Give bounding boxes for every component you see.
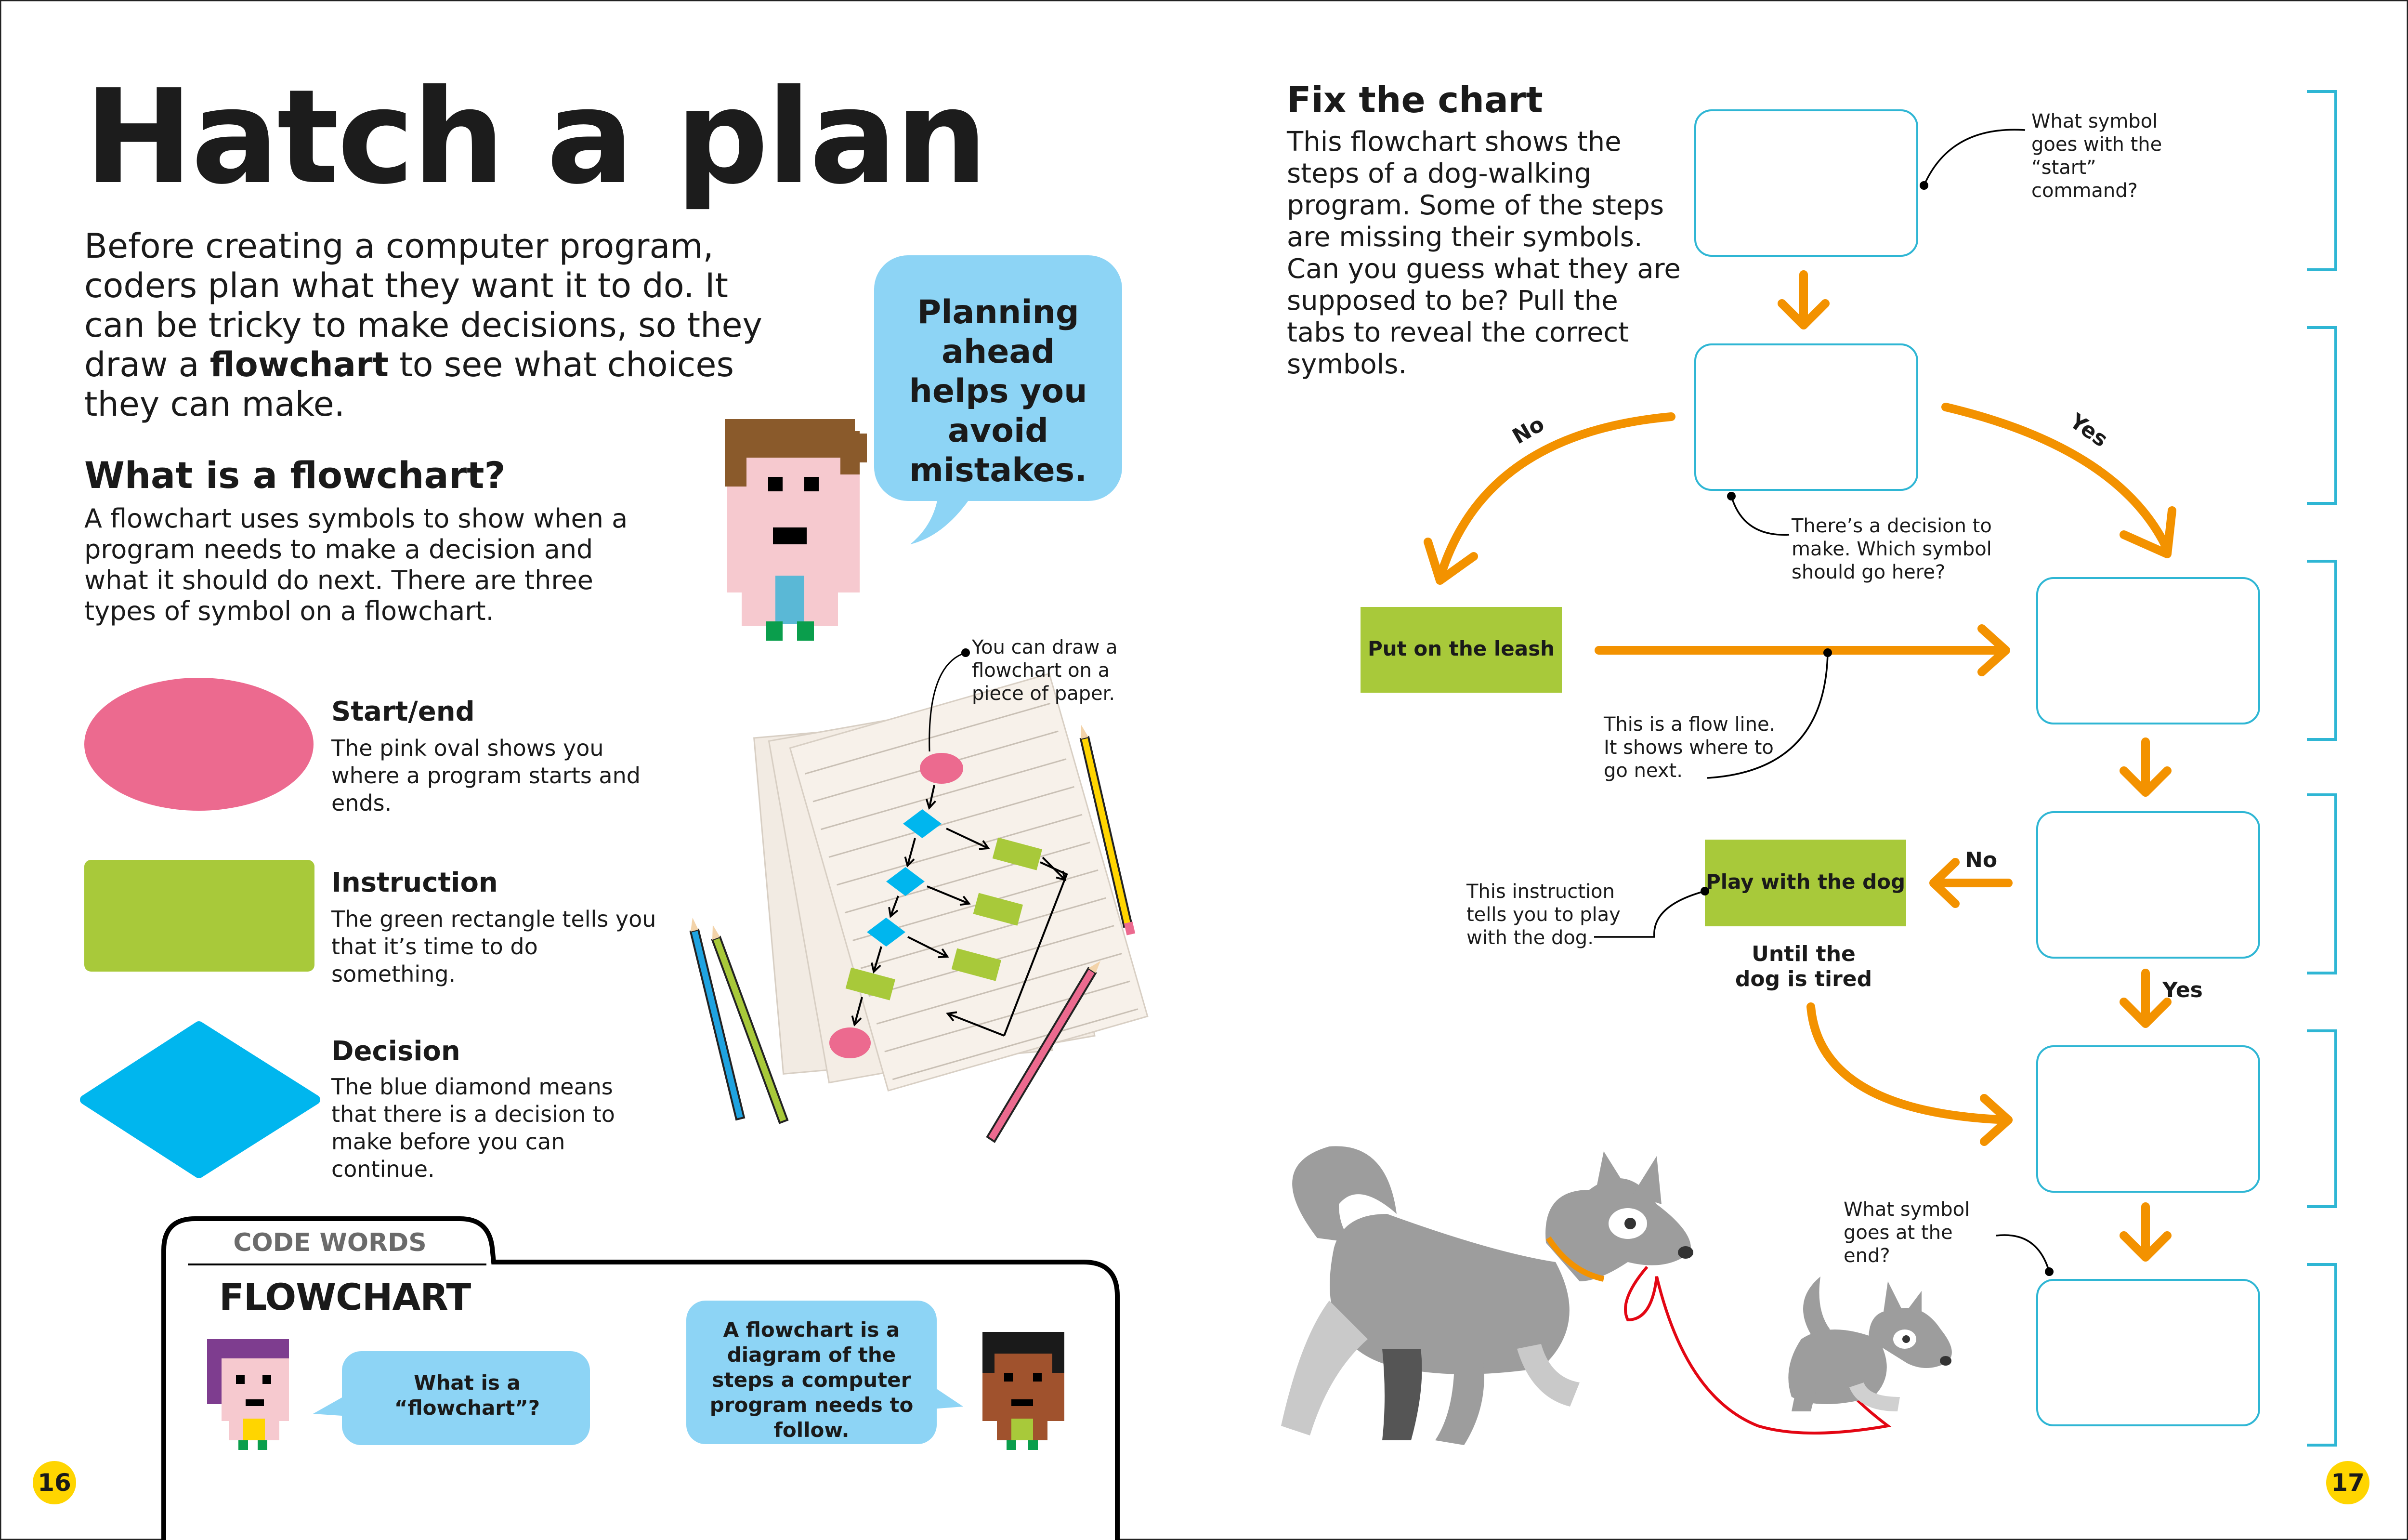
- page-number-right: 17: [2326, 1461, 2369, 1504]
- put-on-leash-label: Put on the leash: [1368, 637, 1555, 660]
- intro-text-before: Before creating a computer program, coders plan what they want it to do. It can be tricky to make decisions, so they draw a: [84, 226, 762, 384]
- intro-paragraph: [84, 226, 792, 424]
- pull-tab-1[interactable]: [2307, 92, 2336, 270]
- symbol-title-decision: Decision: [331, 1036, 460, 1067]
- annotation-decision: There’s a decision to make. Which symbol should go here?: [1792, 515, 1992, 583]
- speech-bubble-text: Planning ahead helps you avoid mistakes.: [909, 293, 1087, 489]
- start-end-oval-symbol: [84, 678, 314, 811]
- no-label-2: No: [1965, 848, 1998, 872]
- small-dog-illustration: [1788, 1277, 1952, 1411]
- pull-tab-5[interactable]: [2307, 1031, 2336, 1207]
- fix-chart-body: This flowchart shows the steps of a dog-walking program. Some of the steps are missing their symbols. Can you guess what they are supposed to be? Pull the tabs to reveal the correct symbols.: [1287, 126, 1681, 380]
- symbol-desc-instruction: The green rectangle tells you that it’s time to do something.: [331, 906, 656, 987]
- code-words-panel: [164, 1219, 1117, 1540]
- paper-flowchart-illustration: [691, 648, 1148, 1142]
- pixel-boy-character: [725, 419, 867, 641]
- annotation-end: What symbol goes at the end?: [1844, 1198, 1970, 1267]
- missing-symbol-box-decision[interactable]: [1694, 343, 1918, 491]
- no-label-1: No: [1508, 411, 1549, 449]
- annotation-start: What symbol goes with the “start” command?: [2031, 110, 2162, 202]
- intro-text-after: to see what choices they can make.: [84, 345, 734, 424]
- missing-symbol-box-3[interactable]: [2036, 577, 2260, 724]
- missing-symbol-box-5[interactable]: [2036, 1045, 2260, 1193]
- pull-tab-6[interactable]: [2307, 1264, 2336, 1445]
- question-bubble-text: What is a “flowchart”?: [394, 1371, 540, 1420]
- annotation-instruction: This instruction tells you to play with the dog.: [1466, 881, 1621, 949]
- paper-note: You can draw a flowchart on a piece of paper.: [972, 636, 1118, 705]
- decision-diamond-symbol: [85, 1026, 315, 1173]
- code-words-tab-label: CODE WORDS: [233, 1228, 427, 1257]
- page-number-left: 16: [33, 1461, 76, 1504]
- pull-tab-3[interactable]: [2307, 561, 2336, 739]
- instruction-rectangle-symbol: [84, 860, 314, 972]
- annotation-flow-line: This is a flow line. It shows where to go next.: [1604, 713, 1776, 782]
- missing-symbol-box-start[interactable]: [1694, 109, 1918, 257]
- code-word-term: FLOWCHART: [219, 1276, 471, 1318]
- big-dog-illustration: [1281, 1146, 1693, 1445]
- intro-bold-term: flowchart: [209, 345, 389, 384]
- pull-tab-4[interactable]: [2307, 795, 2336, 973]
- symbol-desc-decision: The blue diamond means that there is a decision to make before you can continue.: [331, 1074, 615, 1182]
- symbol-title-start-end: Start/end: [331, 696, 475, 727]
- pull-tab-brackets: [2307, 92, 2336, 1445]
- what-is-body: A flowchart uses symbols to show when a program needs to make a decision and what it should do next. There are three types of symbol on a flowchart.: [84, 503, 628, 626]
- play-with-dog-label: Play with the dog: [1705, 870, 1906, 894]
- answer-bubble-text: A flowchart is a diagram of the steps a computer program needs to follow.: [709, 1318, 914, 1442]
- until-tired-label: Until the dog is tired: [1735, 942, 1872, 991]
- what-is-heading: What is a flowchart?: [84, 454, 506, 497]
- missing-symbol-box-end[interactable]: [2036, 1279, 2260, 1426]
- symbol-title-instruction: Instruction: [331, 867, 498, 898]
- yes-label-2: Yes: [2162, 978, 2203, 1002]
- pull-tab-2[interactable]: [2307, 328, 2336, 503]
- symbol-desc-start-end: The pink oval shows you where a program starts and ends.: [331, 735, 641, 816]
- page-title: Hatch a plan: [84, 61, 986, 213]
- fix-chart-heading: Fix the chart: [1287, 79, 1543, 121]
- yes-label-1: Yes: [2065, 408, 2112, 452]
- missing-symbol-box-4[interactable]: [2036, 811, 2260, 959]
